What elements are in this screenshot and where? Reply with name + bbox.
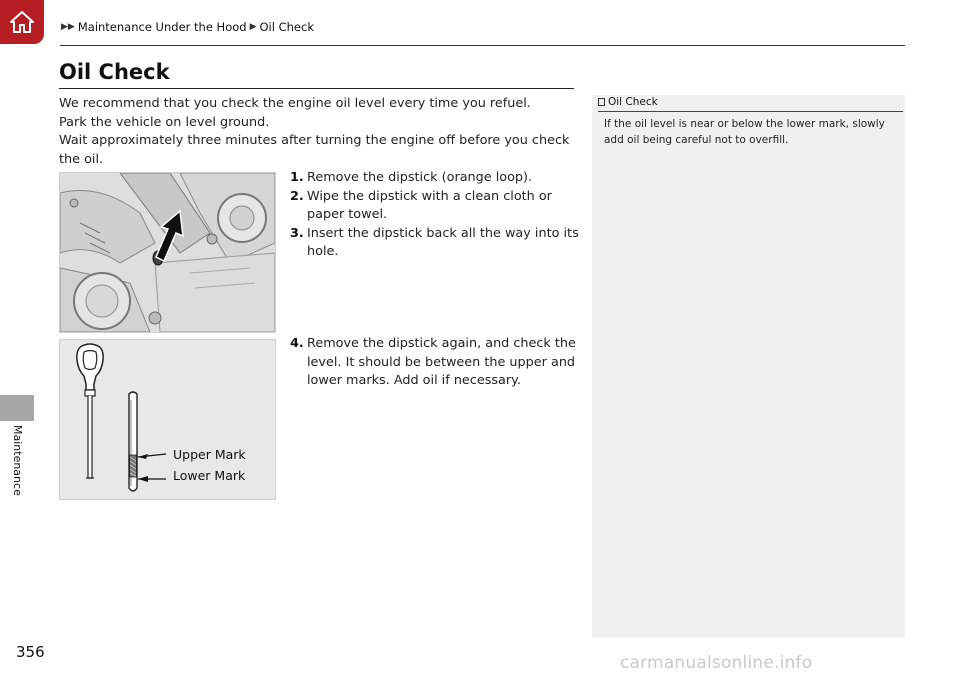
section-tab-label[interactable]: Maintenance: [11, 425, 24, 496]
step-item: [290, 335, 580, 391]
step-number: 4.: [290, 336, 304, 351]
sidebar-divider: [598, 111, 903, 112]
step-item: [290, 225, 580, 262]
note-icon: [598, 98, 605, 106]
up-arrow-icon: [60, 173, 275, 332]
step-number: 3.: [290, 225, 304, 241]
intro-line: We recommend that you check the engine oil level every time you refuel.: [59, 96, 531, 111]
step-item: [290, 169, 580, 188]
triangle-right-icon: ▶: [249, 22, 257, 32]
step-text: Remove the dipstick again, and check the level. It should be between the upper and lower marks. Add oil if necessary.: [307, 336, 576, 388]
step-text: Insert the dipstick back all the way into its hole.: [307, 225, 579, 259]
intro-text: [59, 95, 577, 169]
intro-line: Wait approximately three minutes after turning the engine off before you check the oil.: [59, 133, 570, 167]
sidebar-note-panel: [592, 95, 905, 638]
page-number: 356: [16, 643, 45, 661]
steps-list-a: [290, 169, 580, 262]
breadcrumb: [61, 20, 314, 34]
intro-line: Park the vehicle on level ground.: [59, 114, 270, 130]
lower-mark-label: Lower Mark: [173, 468, 246, 483]
engine-bay-figure: [59, 172, 276, 333]
step-text: Wipe the dipstick with a clean cloth or paper towel.: [307, 188, 552, 222]
sidebar-note-title: Oil Check: [608, 96, 658, 108]
section-tab-marker: [0, 395, 34, 421]
breadcrumb-item-oil-check[interactable]: Oil Check: [259, 20, 314, 34]
breadcrumb-item-maintenance-under-hood[interactable]: Maintenance Under the Hood: [77, 20, 247, 34]
sidebar-note-heading: [598, 96, 658, 108]
step-text: Remove the dipstick (orange loop).: [307, 170, 533, 185]
step-number: 2.: [290, 188, 304, 204]
step-number: 1.: [290, 170, 304, 185]
header-divider: [60, 45, 905, 46]
title-divider: [59, 88, 574, 89]
home-icon: [9, 10, 35, 34]
sidebar-note-text: If the oil level is near or below the lower mark, slowly add oil being careful not to overfill.: [604, 118, 885, 146]
triangle-right-icon: ▶▶: [61, 22, 75, 32]
home-button[interactable]: [0, 0, 44, 44]
steps-list-b: [290, 335, 580, 391]
page-title: Oil Check: [59, 60, 170, 84]
step-item: [290, 188, 580, 225]
watermark: carmanualsonline.info: [620, 653, 813, 673]
upper-mark-label: Upper Mark: [173, 447, 246, 462]
